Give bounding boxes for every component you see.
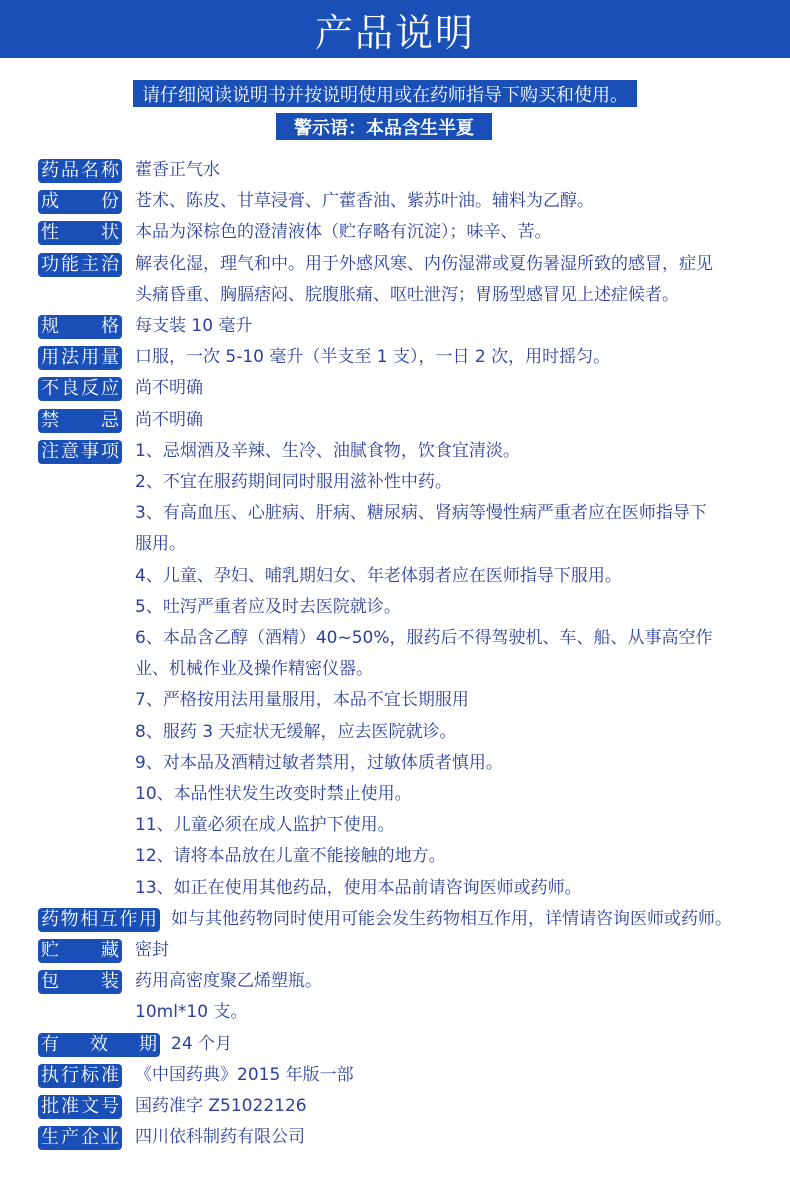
precautions-text-line: 7、严格按用法用量服用，本品不宜长期服用 bbox=[135, 690, 469, 711]
drug-name-text-line: 藿香正气水 bbox=[135, 160, 220, 180]
manufacturer-text-line: 四川依科制药有限公司 bbox=[135, 1127, 305, 1148]
dosage-value bbox=[135, 342, 778, 373]
drug-interactions-value bbox=[171, 904, 778, 935]
usage-notice: 请仔细阅读说明书并按说明使用或在药师指导下购买和使用。 bbox=[133, 80, 637, 107]
precautions-label: 注意事项 bbox=[38, 440, 122, 464]
shelf-life-label: 有 效 期 bbox=[38, 1033, 160, 1057]
precautions-text-line: 6、本品含乙醇（酒精）40~50%，服药后不得驾驶机、车、船、从事高空作 bbox=[135, 628, 713, 649]
standard-text-line: 《中国药典》2015 年版一部 bbox=[135, 1064, 354, 1085]
precautions-text-line: 2、不宜在服药期间同时服用滋补性中药。 bbox=[135, 472, 452, 493]
packaging-label: 包 装 bbox=[38, 970, 122, 994]
info-row-ingredients bbox=[38, 186, 778, 217]
header-bar bbox=[0, 0, 790, 58]
storage-label: 贮 藏 bbox=[38, 939, 122, 963]
indications-value bbox=[135, 249, 778, 311]
precautions-text-line: 业、机械作业及操作精密仪器。 bbox=[135, 659, 373, 680]
info-row-specification bbox=[38, 311, 778, 342]
info-row-precautions bbox=[38, 436, 778, 904]
precautions-text-line: 10、本品性状发生改变时禁止使用。 bbox=[135, 784, 412, 805]
drug-interactions-label: 药物相互作用 bbox=[38, 908, 160, 932]
manufacturer-value bbox=[135, 1122, 778, 1153]
properties-value bbox=[135, 217, 778, 248]
precautions-text-line: 11、儿童必须在成人监护下使用。 bbox=[135, 815, 395, 836]
contraindications-value bbox=[135, 405, 778, 436]
dosage-text-line: 口服，一次 5-10 毫升（半支至 1 支），一日 2 次，用时摇匀。 bbox=[135, 347, 611, 368]
precautions-text-line: 4、儿童、孕妇、哺乳期妇女、年老体弱者应在医师指导下服用。 bbox=[135, 565, 622, 586]
info-row-packaging bbox=[38, 966, 778, 1028]
drug-name-value bbox=[135, 155, 778, 186]
indications-label: 功能主治 bbox=[38, 253, 122, 277]
contraindications-label: 禁 忌 bbox=[38, 409, 122, 433]
adverse-reactions-text-line: 尚不明确 bbox=[135, 378, 203, 399]
contraindications-text-line: 尚不明确 bbox=[135, 409, 203, 430]
precautions-text-line: 服用。 bbox=[135, 534, 186, 555]
precautions-text-line: 9、对本品及酒精过敏者禁用，过敏体质者慎用。 bbox=[135, 752, 503, 773]
ingredients-label: 成 份 bbox=[38, 190, 122, 214]
packaging-text-line: 药用高密度聚乙烯塑瓶。 bbox=[135, 971, 322, 992]
warning-badge: 警示语：本品含生半夏 bbox=[276, 113, 492, 140]
drug-interactions-text-line: 如与其他药物同时使用可能会发生药物相互作用，详情请咨询医师或药师。 bbox=[171, 908, 732, 929]
specification-text-line: 每支装 10 毫升 bbox=[135, 316, 253, 337]
properties-text-line: 本品为深棕色的澄清液体（贮存略有沉淀）；味辛、苦。 bbox=[135, 222, 552, 243]
adverse-reactions-value bbox=[135, 373, 778, 404]
info-row-manufacturer bbox=[38, 1122, 778, 1153]
info-row-standard bbox=[38, 1060, 778, 1091]
precautions-text-line: 5、吐泻严重者应及时去医院就诊。 bbox=[135, 596, 401, 617]
info-row-drug-name bbox=[38, 155, 778, 186]
precautions-text-line: 1、忌烟酒及辛辣、生冷、油腻食物，饮食宜清淡。 bbox=[135, 440, 520, 461]
info-row-approval-number bbox=[38, 1091, 778, 1122]
info-rows bbox=[38, 155, 778, 1154]
shelf-life-text-line: 24 个月 bbox=[171, 1033, 233, 1054]
ingredients-value bbox=[135, 186, 778, 217]
precautions-text-line: 12、请将本品放在儿童不能接触的地方。 bbox=[135, 846, 446, 867]
storage-value bbox=[135, 935, 778, 966]
page-title: 产品说明 bbox=[314, 10, 475, 55]
specification-value bbox=[135, 311, 778, 342]
info-row-contraindications bbox=[38, 405, 778, 436]
specification-label: 规 格 bbox=[38, 315, 122, 339]
standard-value bbox=[135, 1060, 778, 1091]
approval-number-text-line: 国药准字 Z51022126 bbox=[135, 1096, 307, 1117]
properties-label: 性 状 bbox=[38, 221, 122, 245]
precautions-text-line: 8、服药 3 天症状无缓解，应去医院就诊。 bbox=[135, 721, 457, 742]
adverse-reactions-label: 不良反应 bbox=[38, 377, 122, 401]
manufacturer-label: 生产企业 bbox=[38, 1126, 122, 1150]
info-row-properties bbox=[38, 217, 778, 248]
shelf-life-value bbox=[171, 1029, 778, 1060]
indications-text-line: 头痛昏重、胸膈痞闷、脘腹胀痛、呕吐泄泻；胃肠型感冒见上述症候者。 bbox=[135, 284, 679, 305]
standard-label: 执行标准 bbox=[38, 1064, 122, 1088]
dosage-label: 用法用量 bbox=[38, 346, 122, 370]
packaging-value bbox=[135, 966, 778, 1028]
approval-number-value bbox=[135, 1091, 778, 1122]
info-row-storage bbox=[38, 935, 778, 966]
drug-name-label: 药品名称 bbox=[38, 159, 122, 183]
indications-text-line: 解表化湿，理气和中。用于外感风寒、内伤湿滞或夏伤暑湿所致的感冒，症见 bbox=[135, 253, 713, 274]
approval-number-label: 批准文号 bbox=[38, 1095, 122, 1119]
precautions-text-line: 13、如正在使用其他药品，使用本品前请咨询医师或药师。 bbox=[135, 877, 582, 898]
packaging-text-line: 10ml*10 支。 bbox=[135, 1002, 248, 1023]
precautions-value bbox=[135, 436, 778, 904]
info-row-shelf-life bbox=[38, 1029, 778, 1060]
storage-text-line: 密封 bbox=[135, 940, 169, 961]
info-row-drug-interactions bbox=[38, 904, 778, 935]
info-row-adverse-reactions bbox=[38, 373, 778, 404]
info-row-indications bbox=[38, 249, 778, 311]
precautions-text-line: 3、有高血压、心脏病、肝病、糖尿病、肾病等慢性病严重者应在医师指导下 bbox=[135, 503, 707, 524]
ingredients-text-line: 苍术、陈皮、甘草浸膏、广藿香油、紫苏叶油。辅料为乙醇。 bbox=[135, 191, 594, 212]
info-row-dosage bbox=[38, 342, 778, 373]
